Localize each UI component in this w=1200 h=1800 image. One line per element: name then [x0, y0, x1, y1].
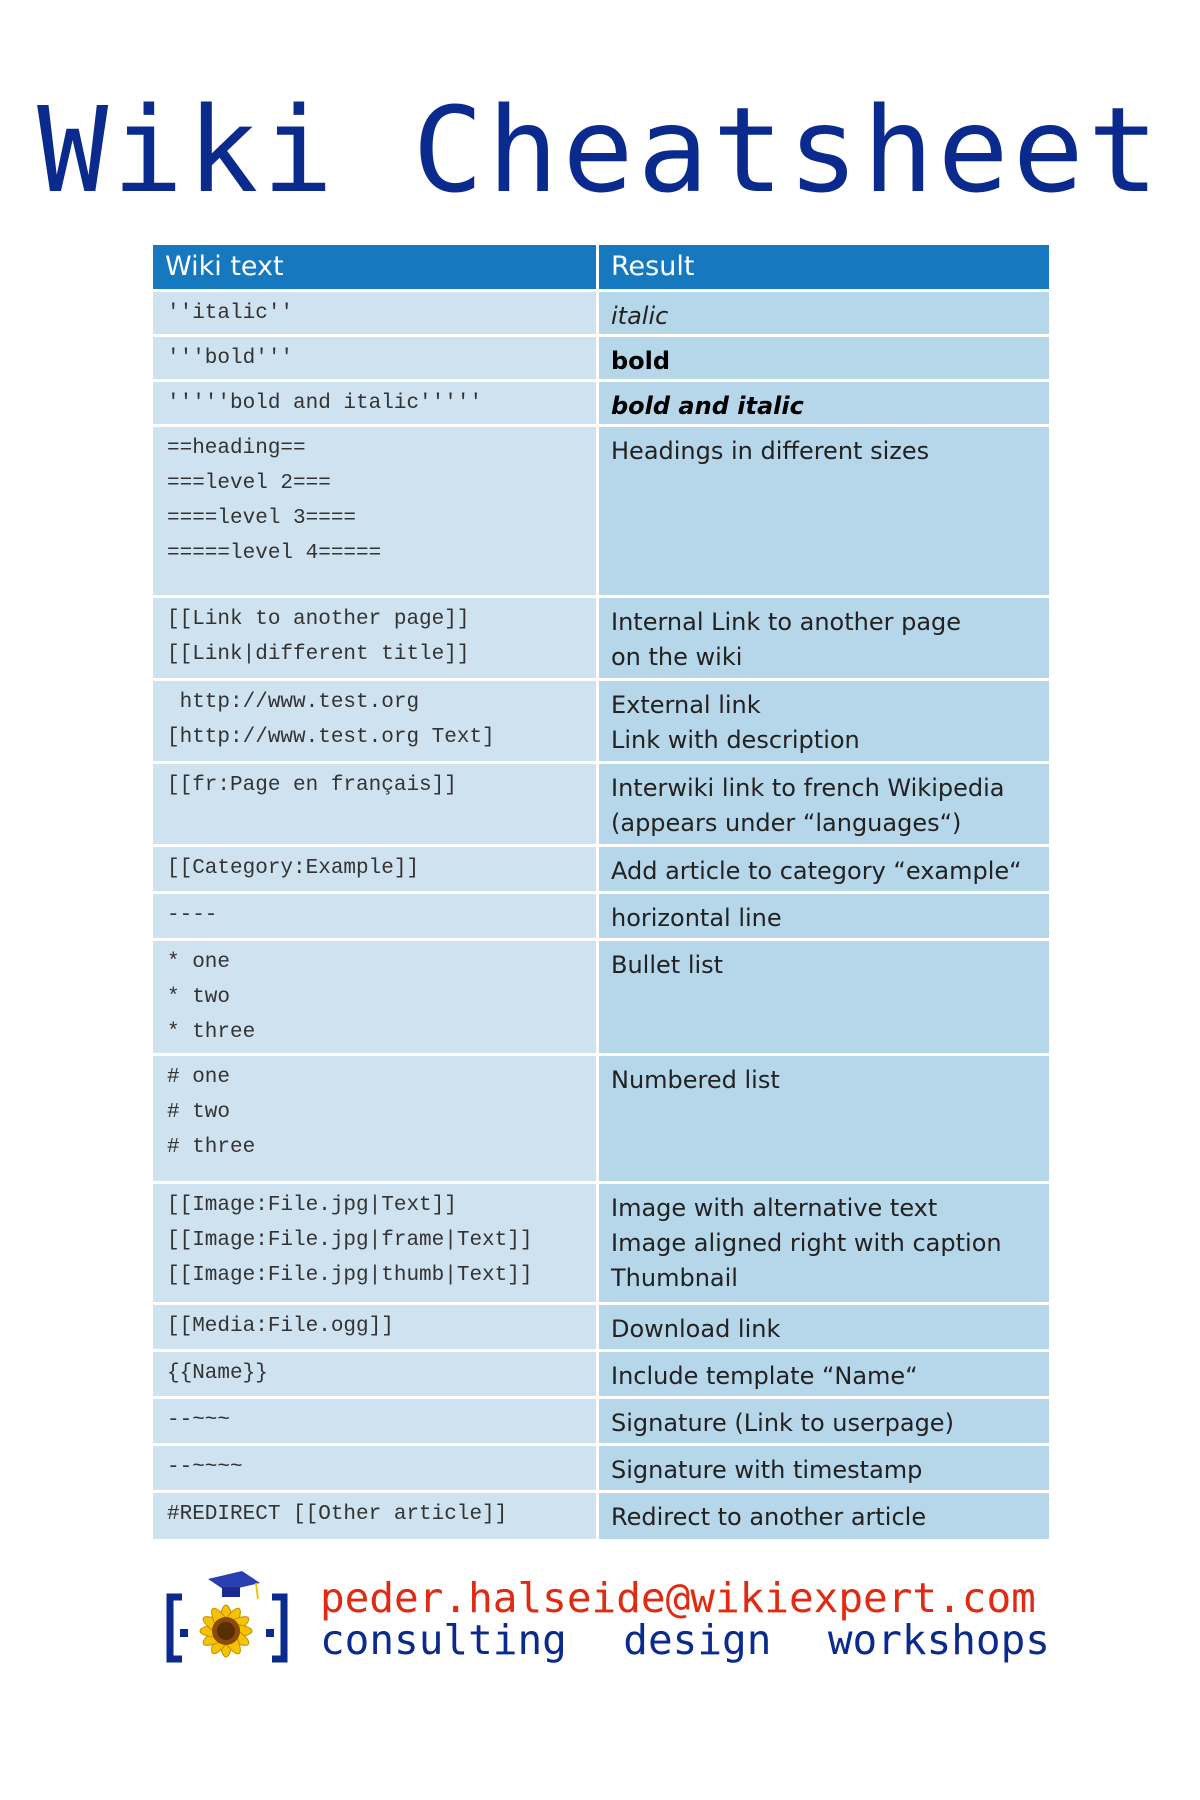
- result-line: italic: [611, 302, 669, 330]
- wiki-code-line: [[Link to another page]]: [167, 608, 470, 631]
- wiki-text-cell: [153, 1493, 599, 1539]
- wiki-text-cell: [153, 1352, 599, 1396]
- table-row: [153, 379, 1049, 424]
- table-row: [153, 1490, 1049, 1539]
- table-row: [153, 1053, 1049, 1181]
- result-cell: [599, 894, 1049, 938]
- header-wiki-text: Wiki text: [153, 245, 599, 289]
- wiki-code-line: ===level 2===: [167, 472, 331, 495]
- table-row: [153, 1302, 1049, 1349]
- result-cell: [599, 941, 1049, 1053]
- wiki-text-cell: [153, 847, 599, 891]
- tag-consulting: consulting: [320, 1616, 567, 1664]
- header-result: Result: [611, 251, 695, 282]
- wiki-code-line: [[Image:File.jpg|Text]]: [167, 1194, 457, 1217]
- table-header: [153, 245, 1049, 289]
- wiki-code-line: ====level 3====: [167, 507, 357, 530]
- wiki-code-line: ''italic'': [167, 302, 294, 325]
- table-row: [153, 938, 1049, 1053]
- result-cell: [599, 1399, 1049, 1443]
- page-title: Wiki Cheatsheet: [37, 81, 1163, 219]
- table-row: [153, 1443, 1049, 1490]
- tag-design: design: [623, 1616, 772, 1664]
- table-body: [153, 289, 1049, 1539]
- result-line: Add article to category “example“: [611, 857, 1022, 885]
- result-line: Image aligned right with caption: [611, 1229, 1002, 1257]
- table-row: [153, 891, 1049, 938]
- services-tagline: [320, 1617, 1050, 1663]
- wiki-code-line: [[Image:File.jpg|thumb|Text]]: [167, 1264, 533, 1287]
- wiki-code-line: [[Media:File.ogg]]: [167, 1315, 394, 1338]
- wiki-text-cell: [153, 1184, 599, 1302]
- wiki-code-line: --~~~~: [167, 1456, 243, 1479]
- wiki-text-cell: [153, 1056, 599, 1181]
- result-line: (appears under “languages“): [611, 809, 962, 837]
- result-cell: [599, 1446, 1049, 1490]
- result-cell: [599, 1305, 1049, 1349]
- result-line: Signature with timestamp: [611, 1456, 923, 1484]
- wiki-code-line: * two: [167, 986, 231, 1009]
- result-cell: [599, 598, 1049, 678]
- wiki-text-cell: [153, 681, 599, 761]
- wiki-text-cell: [153, 427, 599, 595]
- result-cell: [599, 764, 1049, 844]
- result-cell: [599, 681, 1049, 761]
- result-line: Interwiki link to french Wikipedia: [611, 774, 1005, 802]
- wiki-code-line: [[Link|different title]]: [167, 643, 470, 666]
- result-cell: [599, 1493, 1049, 1539]
- table-row: [153, 289, 1049, 334]
- result-line: Download link: [611, 1315, 781, 1343]
- wiki-text-cell: [153, 1446, 599, 1490]
- table-row: [153, 1181, 1049, 1302]
- result-line: horizontal line: [611, 904, 782, 932]
- table-row: [153, 1396, 1049, 1443]
- table-row: [153, 334, 1049, 379]
- wiki-code-line: --~~~: [167, 1409, 231, 1432]
- result-line: Link with description: [611, 726, 860, 754]
- wiki-code-line: [[Category:Example]]: [167, 857, 420, 880]
- table-row: [153, 761, 1049, 844]
- result-line: bold: [611, 347, 671, 375]
- table-row: [153, 424, 1049, 595]
- wiki-code-line: # two: [167, 1101, 231, 1124]
- result-line: Image with alternative text: [611, 1194, 938, 1222]
- wiki-text-cell: [153, 941, 599, 1053]
- wiki-code-line: {{Name}}: [167, 1362, 268, 1385]
- tag-workshops: workshops: [827, 1616, 1050, 1664]
- result-line: Include template “Name“: [611, 1362, 918, 1390]
- result-cell: [599, 337, 1049, 379]
- result-cell: [599, 427, 1049, 595]
- wiki-text-cell: [153, 1399, 599, 1443]
- wiki-code-line: [[fr:Page en français]]: [167, 774, 457, 797]
- wiki-code-line: http://www.test.org: [167, 691, 420, 714]
- result-line: Internal Link to another page: [611, 608, 962, 636]
- result-line: Signature (Link to userpage): [611, 1409, 954, 1437]
- result-line: Thumbnail: [611, 1264, 738, 1292]
- result-line: Redirect to another article: [611, 1503, 927, 1531]
- wiki-code-line: # one: [167, 1066, 231, 1089]
- result-line: on the wiki: [611, 643, 743, 671]
- wiki-text-cell: [153, 764, 599, 844]
- result-cell: [599, 292, 1049, 334]
- table-row: [153, 1349, 1049, 1396]
- result-cell: [599, 1184, 1049, 1302]
- cheatsheet-table: [153, 245, 1049, 1539]
- result-line: Bullet list: [611, 951, 724, 979]
- table-row: [153, 595, 1049, 678]
- result-cell: [599, 847, 1049, 891]
- result-cell: [599, 1056, 1049, 1181]
- wiki-text-cell: [153, 598, 599, 678]
- result-cell: [599, 1352, 1049, 1396]
- result-line: bold and italic: [611, 392, 804, 420]
- result-cell: [599, 382, 1049, 424]
- wiki-code-line: [[Image:File.jpg|frame|Text]]: [167, 1229, 533, 1252]
- wiki-code-line: ----: [167, 904, 218, 927]
- contact-email: peder.halseide@wikiexpert.com: [320, 1574, 1036, 1622]
- wiki-code-line: '''bold''': [167, 347, 294, 370]
- wiki-code-line: [http://www.test.org Text]: [167, 726, 495, 749]
- footer: [160, 1565, 1060, 1685]
- result-line: Headings in different sizes: [611, 437, 930, 465]
- wiki-code-line: ==heading==: [167, 437, 306, 460]
- wiki-text-cell: [153, 292, 599, 334]
- table-row: [153, 678, 1049, 761]
- sunflower-logo-icon: [160, 1567, 300, 1677]
- wiki-text-cell: [153, 337, 599, 379]
- wiki-code-line: '''''bold and italic''''': [167, 392, 483, 415]
- wiki-code-line: * one: [167, 951, 231, 974]
- wiki-code-line: # three: [167, 1136, 256, 1159]
- wiki-text-cell: [153, 382, 599, 424]
- wiki-text-cell: [153, 1305, 599, 1349]
- wiki-code-line: =====level 4=====: [167, 542, 382, 565]
- result-line: Numbered list: [611, 1066, 780, 1094]
- table-row: [153, 844, 1049, 891]
- result-line: External link: [611, 691, 761, 719]
- wiki-code-line: * three: [167, 1021, 256, 1044]
- wiki-text-cell: [153, 894, 599, 938]
- wiki-code-line: #REDIRECT [[Other article]]: [167, 1503, 508, 1526]
